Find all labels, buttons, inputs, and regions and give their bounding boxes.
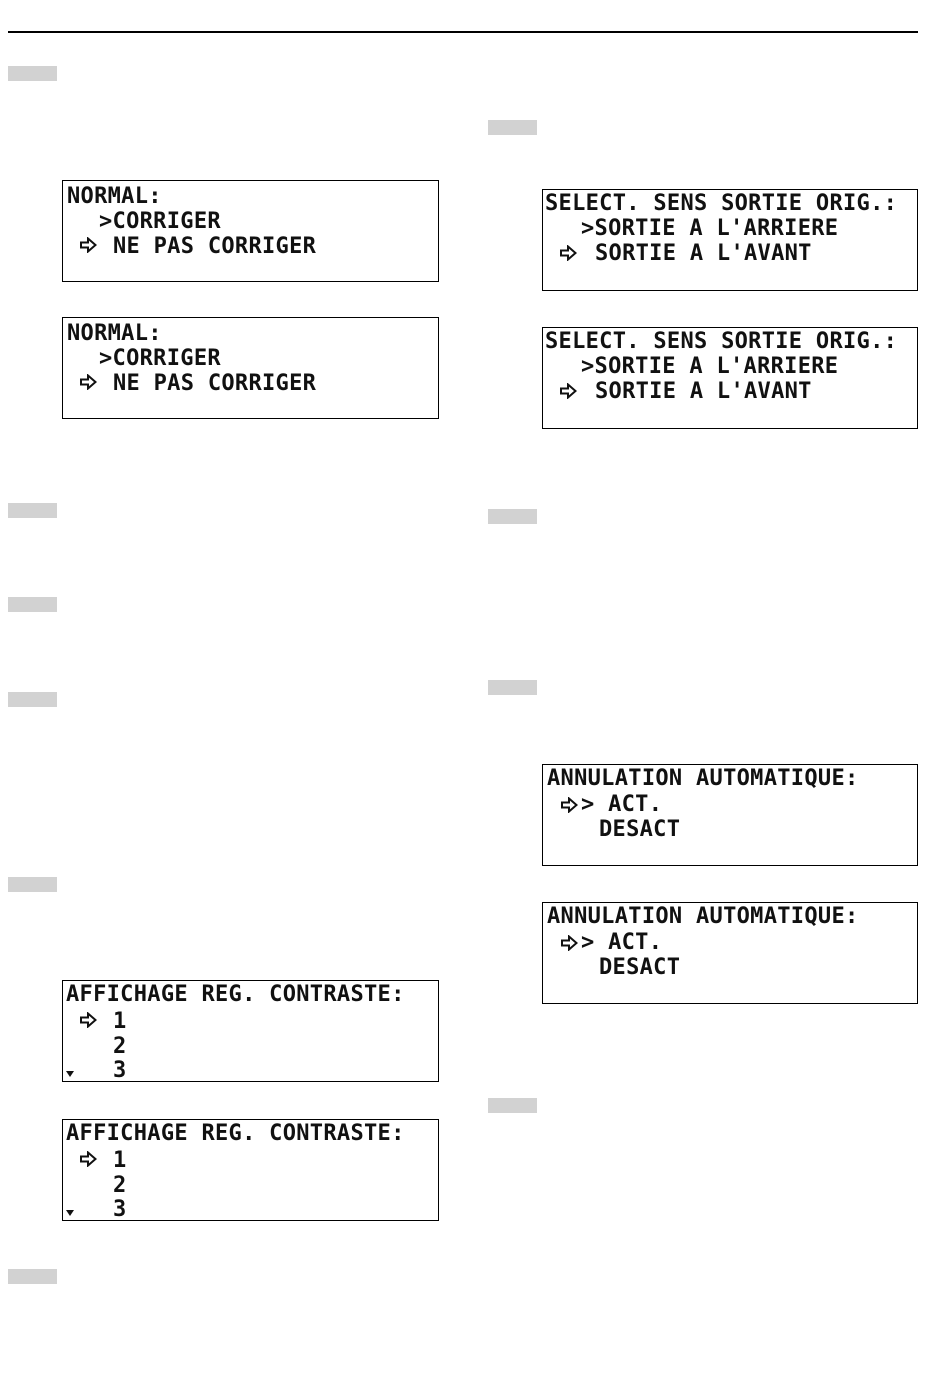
hollow-right-arrow-icon (80, 374, 97, 390)
scroll-down-triangle-icon (66, 1071, 74, 1077)
lcd-option: 3 (113, 1058, 127, 1082)
hollow-right-arrow-icon (561, 797, 578, 813)
lcd-option: >CORRIGER (99, 209, 221, 234)
lcd-contraste (62, 980, 439, 1082)
lcd-option: NE PAS CORRIGER (113, 371, 317, 396)
lcd-option: >SORTIE A L'ARRIERE (581, 216, 839, 241)
lcd-option: NE PAS CORRIGER (113, 234, 317, 259)
lcd-option: >CORRIGER (99, 346, 221, 371)
hollow-right-arrow-icon (80, 1151, 97, 1167)
hollow-right-arrow-icon (560, 383, 577, 399)
lcd-normal (62, 180, 439, 282)
lcd-title: SELECT. SENS SORTIE ORIG.: (545, 191, 898, 216)
lcd-contraste (62, 1119, 439, 1221)
step-tab (8, 66, 57, 81)
hollow-right-arrow-icon (80, 1012, 97, 1028)
lcd-annulation (542, 764, 918, 866)
lcd-title: NORMAL: (67, 321, 162, 346)
step-tab (8, 597, 57, 612)
lcd-option: > ACT. (581, 930, 663, 955)
lcd-title: AFFICHAGE REG. CONTRASTE: (66, 982, 405, 1007)
lcd-option: > ACT. (581, 792, 663, 817)
lcd-annulation (542, 902, 918, 1004)
lcd-option: 2 (113, 1034, 127, 1059)
lcd-option: DESACT (599, 955, 681, 980)
lcd-option: 1 (113, 1009, 127, 1034)
hollow-right-arrow-icon (80, 237, 97, 253)
step-tab (488, 1098, 537, 1113)
lcd-option: >SORTIE A L'ARRIERE (581, 354, 839, 379)
step-tab (8, 1269, 57, 1284)
lcd-option: 3 (113, 1197, 127, 1221)
lcd-title: ANNULATION AUTOMATIQUE: (547, 766, 859, 791)
step-tab (488, 680, 537, 695)
lcd-option: 2 (113, 1173, 127, 1198)
hollow-right-arrow-icon (560, 245, 577, 261)
lcd-option: DESACT (599, 817, 681, 842)
hollow-right-arrow-icon (561, 935, 578, 951)
step-tab (488, 509, 537, 524)
lcd-option: SORTIE A L'AVANT (595, 379, 812, 404)
step-tab (488, 120, 537, 135)
lcd-option: 1 (113, 1148, 127, 1173)
lcd-title: SELECT. SENS SORTIE ORIG.: (545, 329, 898, 354)
lcd-sortie (542, 327, 918, 429)
lcd-option: SORTIE A L'AVANT (595, 241, 812, 266)
step-tab (8, 877, 57, 892)
lcd-title: NORMAL: (67, 184, 162, 209)
header-rule (8, 31, 918, 33)
scroll-down-triangle-icon (66, 1210, 74, 1216)
lcd-title: ANNULATION AUTOMATIQUE: (547, 904, 859, 929)
lcd-normal (62, 317, 439, 419)
step-tab (8, 503, 57, 518)
lcd-sortie (542, 189, 918, 291)
lcd-title: AFFICHAGE REG. CONTRASTE: (66, 1121, 405, 1146)
step-tab (8, 692, 57, 707)
